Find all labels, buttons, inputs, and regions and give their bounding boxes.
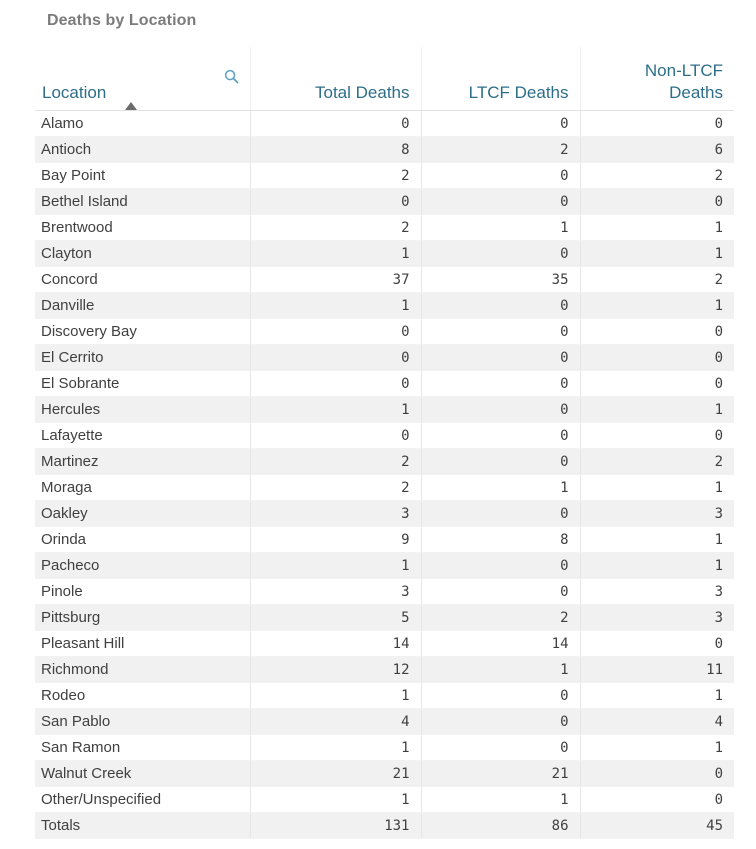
- cell-ltcf-deaths: 0: [421, 735, 580, 761]
- cell-non-ltcf-deaths: 0: [580, 761, 734, 787]
- column-header-location-label: Location: [42, 83, 107, 102]
- cell-total-deaths: 8: [250, 137, 421, 163]
- cell-non-ltcf-deaths: 1: [580, 241, 734, 267]
- cell-non-ltcf-deaths: 2: [580, 163, 734, 189]
- cell-location: Bethel Island: [35, 189, 250, 215]
- cell-total-deaths: 3: [250, 501, 421, 527]
- cell-location: Pacheco: [35, 553, 250, 579]
- table-row[interactable]: [35, 345, 734, 371]
- cell-non-ltcf-deaths: 11: [580, 657, 734, 683]
- table-row[interactable]: [35, 241, 734, 267]
- cell-non-ltcf-deaths: 1: [580, 553, 734, 579]
- cell-total-deaths: 1: [250, 553, 421, 579]
- cell-location: Bay Point: [35, 163, 250, 189]
- cell-ltcf-deaths: 0: [421, 371, 580, 397]
- cell-total-deaths: 21: [250, 761, 421, 787]
- cell-ltcf-deaths: 0: [421, 709, 580, 735]
- column-header-ltcf-deaths[interactable]: [421, 47, 580, 111]
- cell-location: Richmond: [35, 657, 250, 683]
- table-row[interactable]: [35, 163, 734, 189]
- table-row[interactable]: [35, 631, 734, 657]
- table-row[interactable]: [35, 319, 734, 345]
- cell-ltcf-deaths: 21: [421, 761, 580, 787]
- cell-non-ltcf-deaths: 0: [580, 111, 734, 137]
- cell-total-deaths: 1: [250, 683, 421, 709]
- table-row[interactable]: [35, 449, 734, 475]
- cell-total-deaths: 0: [250, 111, 421, 137]
- totals-label: Totals: [35, 813, 250, 839]
- cell-location: Other/Unspecified: [35, 787, 250, 813]
- cell-ltcf-deaths: 1: [421, 657, 580, 683]
- table-row[interactable]: [35, 501, 734, 527]
- cell-location: Danville: [35, 293, 250, 319]
- panel-title: Deaths by Location: [47, 12, 197, 29]
- table-row[interactable]: [35, 111, 734, 137]
- cell-location: San Ramon: [35, 735, 250, 761]
- cell-ltcf-deaths: 0: [421, 423, 580, 449]
- cell-location: Hercules: [35, 397, 250, 423]
- cell-total-deaths: 12: [250, 657, 421, 683]
- cell-total-deaths: 1: [250, 397, 421, 423]
- cell-location: Walnut Creek: [35, 761, 250, 787]
- totals-total-deaths: 131: [250, 813, 421, 839]
- totals-ltcf-deaths: 86: [421, 813, 580, 839]
- table-row[interactable]: [35, 683, 734, 709]
- cell-total-deaths: 0: [250, 345, 421, 371]
- cell-location: Alamo: [35, 111, 250, 137]
- cell-non-ltcf-deaths: 3: [580, 605, 734, 631]
- table-row[interactable]: [35, 137, 734, 163]
- table-row[interactable]: [35, 657, 734, 683]
- table-row[interactable]: [35, 579, 734, 605]
- cell-non-ltcf-deaths: 0: [580, 371, 734, 397]
- table-row[interactable]: [35, 397, 734, 423]
- column-header-non-ltcf-deaths[interactable]: [580, 47, 734, 111]
- cell-non-ltcf-deaths: 0: [580, 631, 734, 657]
- cell-location: El Sobrante: [35, 371, 250, 397]
- cell-total-deaths: 14: [250, 631, 421, 657]
- cell-total-deaths: 0: [250, 189, 421, 215]
- cell-total-deaths: 2: [250, 449, 421, 475]
- table-row[interactable]: [35, 267, 734, 293]
- cell-ltcf-deaths: 14: [421, 631, 580, 657]
- cell-ltcf-deaths: 0: [421, 163, 580, 189]
- cell-ltcf-deaths: 0: [421, 293, 580, 319]
- cell-ltcf-deaths: 8: [421, 527, 580, 553]
- column-header-location[interactable]: [35, 47, 250, 111]
- cell-location: Pittsburg: [35, 605, 250, 631]
- cell-ltcf-deaths: 0: [421, 319, 580, 345]
- cell-non-ltcf-deaths: 1: [580, 215, 734, 241]
- cell-ltcf-deaths: 1: [421, 215, 580, 241]
- cell-non-ltcf-deaths: 1: [580, 293, 734, 319]
- column-header-total-deaths-label: Total Deaths: [315, 83, 410, 102]
- cell-ltcf-deaths: 0: [421, 397, 580, 423]
- cell-total-deaths: 1: [250, 241, 421, 267]
- cell-location: Clayton: [35, 241, 250, 267]
- cell-total-deaths: 3: [250, 579, 421, 605]
- cell-ltcf-deaths: 1: [421, 787, 580, 813]
- table-row[interactable]: [35, 605, 734, 631]
- cell-non-ltcf-deaths: 3: [580, 579, 734, 605]
- cell-ltcf-deaths: 0: [421, 579, 580, 605]
- cell-ltcf-deaths: 0: [421, 111, 580, 137]
- cell-ltcf-deaths: 0: [421, 189, 580, 215]
- column-header-non-ltcf-line2: Deaths: [669, 83, 723, 102]
- table-row[interactable]: [35, 293, 734, 319]
- table-row[interactable]: [35, 423, 734, 449]
- cell-ltcf-deaths: 2: [421, 137, 580, 163]
- cell-non-ltcf-deaths: 1: [580, 397, 734, 423]
- cell-location: Concord: [35, 267, 250, 293]
- cell-non-ltcf-deaths: 2: [580, 449, 734, 475]
- table-row[interactable]: [35, 189, 734, 215]
- cell-total-deaths: 1: [250, 735, 421, 761]
- cell-ltcf-deaths: 2: [421, 605, 580, 631]
- totals-row: [35, 813, 734, 839]
- cell-non-ltcf-deaths: 1: [580, 683, 734, 709]
- cell-location: Brentwood: [35, 215, 250, 241]
- cell-location: El Cerrito: [35, 345, 250, 371]
- totals-non-ltcf-deaths: 45: [580, 813, 734, 839]
- table-row[interactable]: [35, 215, 734, 241]
- deaths-table: [35, 47, 734, 839]
- column-header-ltcf-deaths-label: LTCF Deaths: [468, 83, 569, 102]
- cell-non-ltcf-deaths: 6: [580, 137, 734, 163]
- table-row[interactable]: [35, 787, 734, 813]
- cell-total-deaths: 0: [250, 319, 421, 345]
- cell-total-deaths: 1: [250, 787, 421, 813]
- cell-location: Orinda: [35, 527, 250, 553]
- cell-total-deaths: 2: [250, 215, 421, 241]
- sort-ascending-icon[interactable]: [125, 102, 137, 110]
- cell-location: Discovery Bay: [35, 319, 250, 345]
- cell-non-ltcf-deaths: 0: [580, 787, 734, 813]
- cell-total-deaths: 4: [250, 709, 421, 735]
- cell-location: San Pablo: [35, 709, 250, 735]
- table-row[interactable]: [35, 475, 734, 501]
- table-row[interactable]: [35, 527, 734, 553]
- search-icon[interactable]: [224, 69, 239, 84]
- cell-ltcf-deaths: 0: [421, 501, 580, 527]
- cell-non-ltcf-deaths: 0: [580, 189, 734, 215]
- cell-total-deaths: 2: [250, 475, 421, 501]
- table-row[interactable]: [35, 735, 734, 761]
- cell-non-ltcf-deaths: 0: [580, 423, 734, 449]
- cell-non-ltcf-deaths: 0: [580, 319, 734, 345]
- cell-location: Oakley: [35, 501, 250, 527]
- cell-ltcf-deaths: 35: [421, 267, 580, 293]
- table-row[interactable]: [35, 371, 734, 397]
- cell-location: Pinole: [35, 579, 250, 605]
- cell-location: Rodeo: [35, 683, 250, 709]
- cell-ltcf-deaths: 0: [421, 241, 580, 267]
- cell-non-ltcf-deaths: 1: [580, 527, 734, 553]
- cell-location: Antioch: [35, 137, 250, 163]
- cell-location: Lafayette: [35, 423, 250, 449]
- cell-ltcf-deaths: 0: [421, 345, 580, 371]
- cell-total-deaths: 0: [250, 423, 421, 449]
- cell-non-ltcf-deaths: 2: [580, 267, 734, 293]
- table-body: [35, 111, 734, 839]
- table-row[interactable]: [35, 761, 734, 787]
- cell-non-ltcf-deaths: 1: [580, 475, 734, 501]
- cell-ltcf-deaths: 0: [421, 553, 580, 579]
- cell-location: Moraga: [35, 475, 250, 501]
- cell-total-deaths: 2: [250, 163, 421, 189]
- cell-ltcf-deaths: 0: [421, 449, 580, 475]
- cell-location: Pleasant Hill: [35, 631, 250, 657]
- cell-total-deaths: 9: [250, 527, 421, 553]
- cell-non-ltcf-deaths: 4: [580, 709, 734, 735]
- column-header-total-deaths[interactable]: [250, 47, 421, 111]
- cell-total-deaths: 0: [250, 371, 421, 397]
- table-row[interactable]: [35, 709, 734, 735]
- cell-ltcf-deaths: 1: [421, 475, 580, 501]
- cell-location: Martinez: [35, 449, 250, 475]
- cell-total-deaths: 5: [250, 605, 421, 631]
- cell-ltcf-deaths: 0: [421, 683, 580, 709]
- table-header-row: [35, 47, 734, 111]
- cell-total-deaths: 37: [250, 267, 421, 293]
- cell-non-ltcf-deaths: 3: [580, 501, 734, 527]
- cell-non-ltcf-deaths: 0: [580, 345, 734, 371]
- table-row[interactable]: [35, 553, 734, 579]
- column-header-non-ltcf-line1: Non-LTCF: [644, 61, 723, 80]
- cell-total-deaths: 1: [250, 293, 421, 319]
- cell-non-ltcf-deaths: 1: [580, 735, 734, 761]
